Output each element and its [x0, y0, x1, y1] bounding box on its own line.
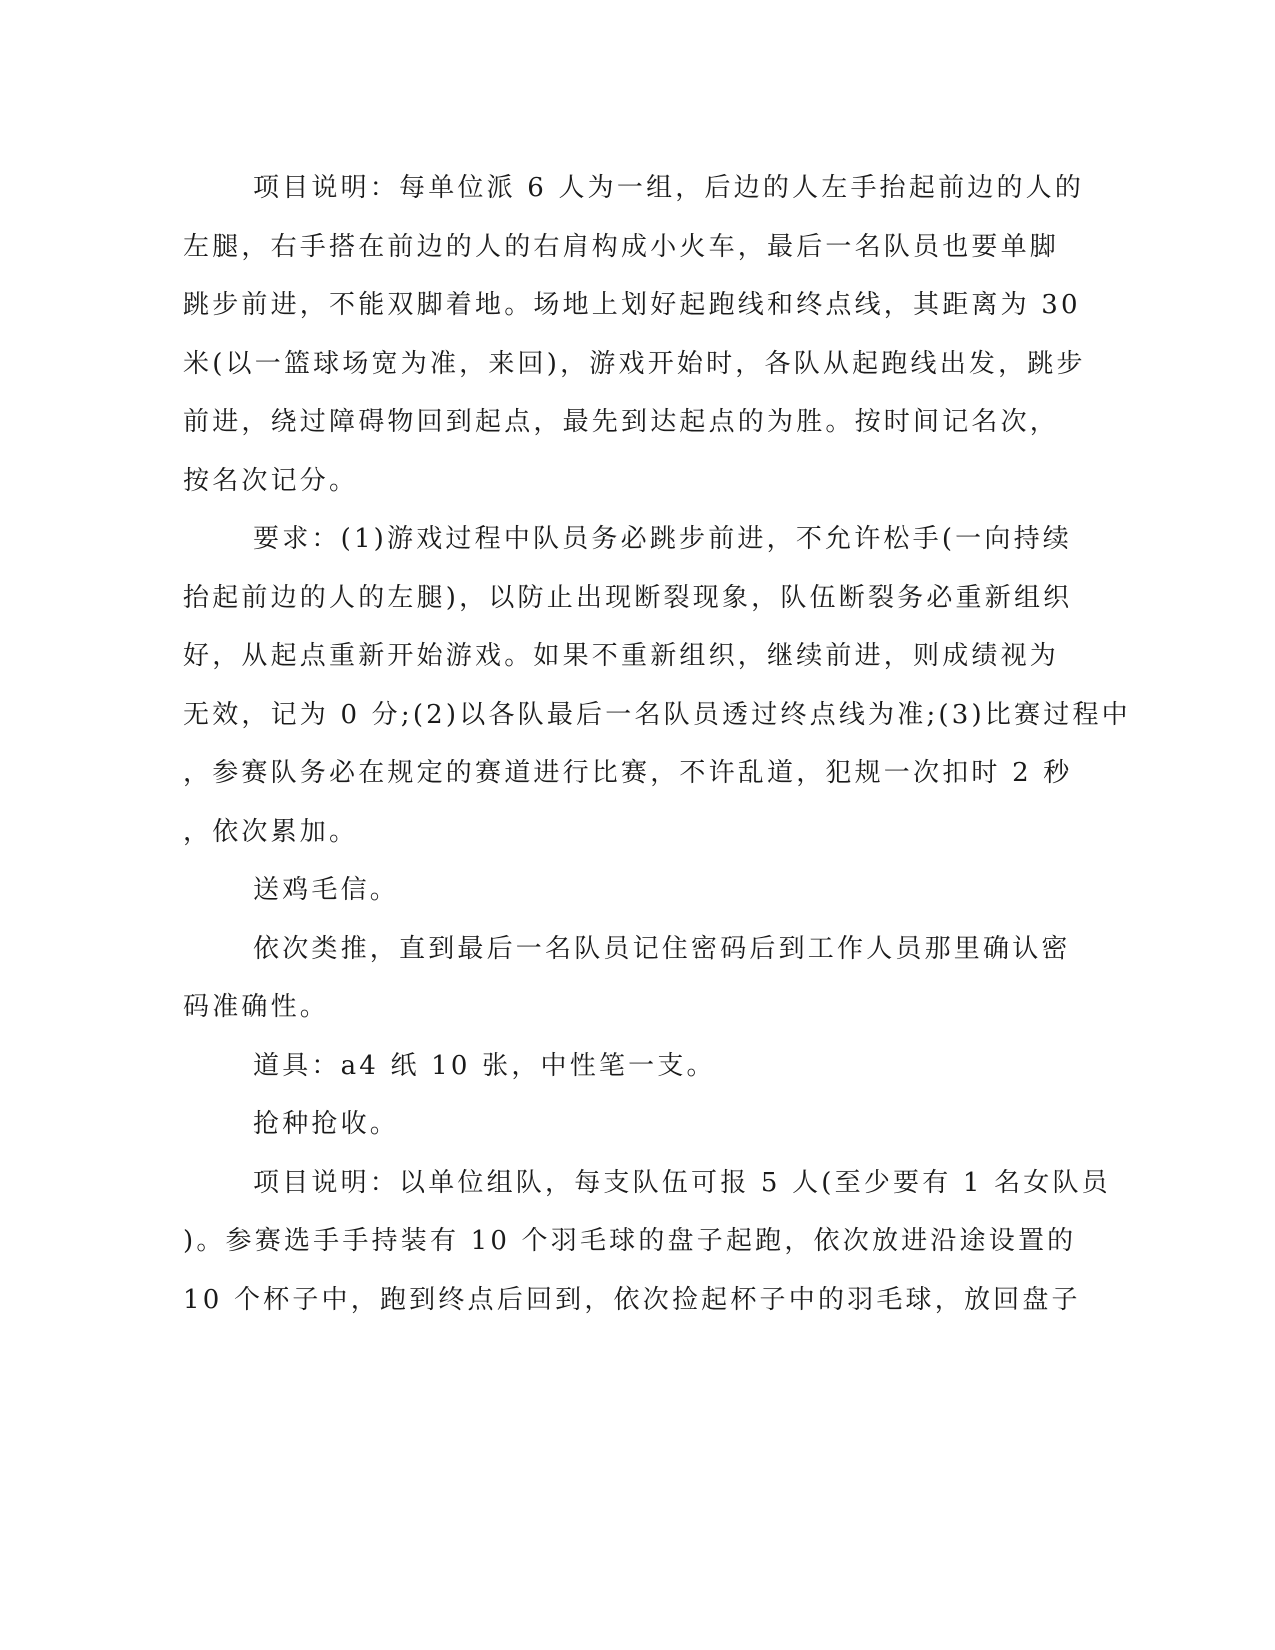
text-line: 码准确性。 [183, 992, 330, 1022]
text-line: 送鸡毛信。 [253, 875, 400, 905]
text-line: 抢种抢收。 [253, 1109, 400, 1139]
text-line: 前进，绕过障碍物回到起点，最先到达起点的为胜。按时间记名次， [183, 407, 1060, 437]
text-line: 左腿，右手搭在前边的人的右肩构成小火车，最后一名队员也要单脚 [183, 231, 1060, 262]
text-line: ，参赛队务必在规定的赛道进行比赛，不许乱道，犯规一次扣时 2 秒 [183, 758, 1073, 788]
text-line: )。参赛选手手持装有 10 个羽毛球的盘子起跑，依次放进沿途设置的 [183, 1226, 1077, 1256]
text-line: 10 个杯子中，跑到终点后回到，依次捡起杯子中的羽毛球，放回盘子 [183, 1284, 1081, 1315]
document-body [183, 159, 1131, 1329]
text-line: 项目说明：以单位组队，每支队伍可报 5 人(至少要有 1 名女队员 [253, 1167, 1111, 1198]
text-line: ，依次累加。 [183, 816, 359, 847]
text-line: 抬起前边的人的左腿)，以防止出现断裂现象，队伍断裂务必重新组织 [183, 582, 1073, 613]
text-line: 米(以一篮球场宽为准，来回)，游戏开始时，各队从起跑线出发，跳步 [183, 348, 1086, 379]
text-line: 无效，记为 0 分;(2)以各队最后一名队员透过终点线为准;(3)比赛过程中 [183, 699, 1131, 730]
text-line: 按名次记分。 [183, 465, 359, 496]
text-line: 好，从起点重新开始游戏。如果不重新组织，继续前进，则成绩视为 [183, 641, 1060, 671]
text-line: 道具：a4 纸 10 张，中性笔一支。 [253, 1050, 716, 1081]
text-line: 依次类推，直到最后一名队员记住密码后到工作人员那里确认密 [253, 933, 1071, 964]
text-line: 项目说明：每单位派 6 人为一组，后边的人左手抬起前边的人的 [253, 173, 1085, 203]
text-line: 要求：(1)游戏过程中队员务必跳步前进，不允许松手(一向持续 [253, 524, 1072, 554]
text-line: 跳步前进，不能双脚着地。场地上划好起跑线和终点线，其距离为 30 [183, 290, 1081, 320]
